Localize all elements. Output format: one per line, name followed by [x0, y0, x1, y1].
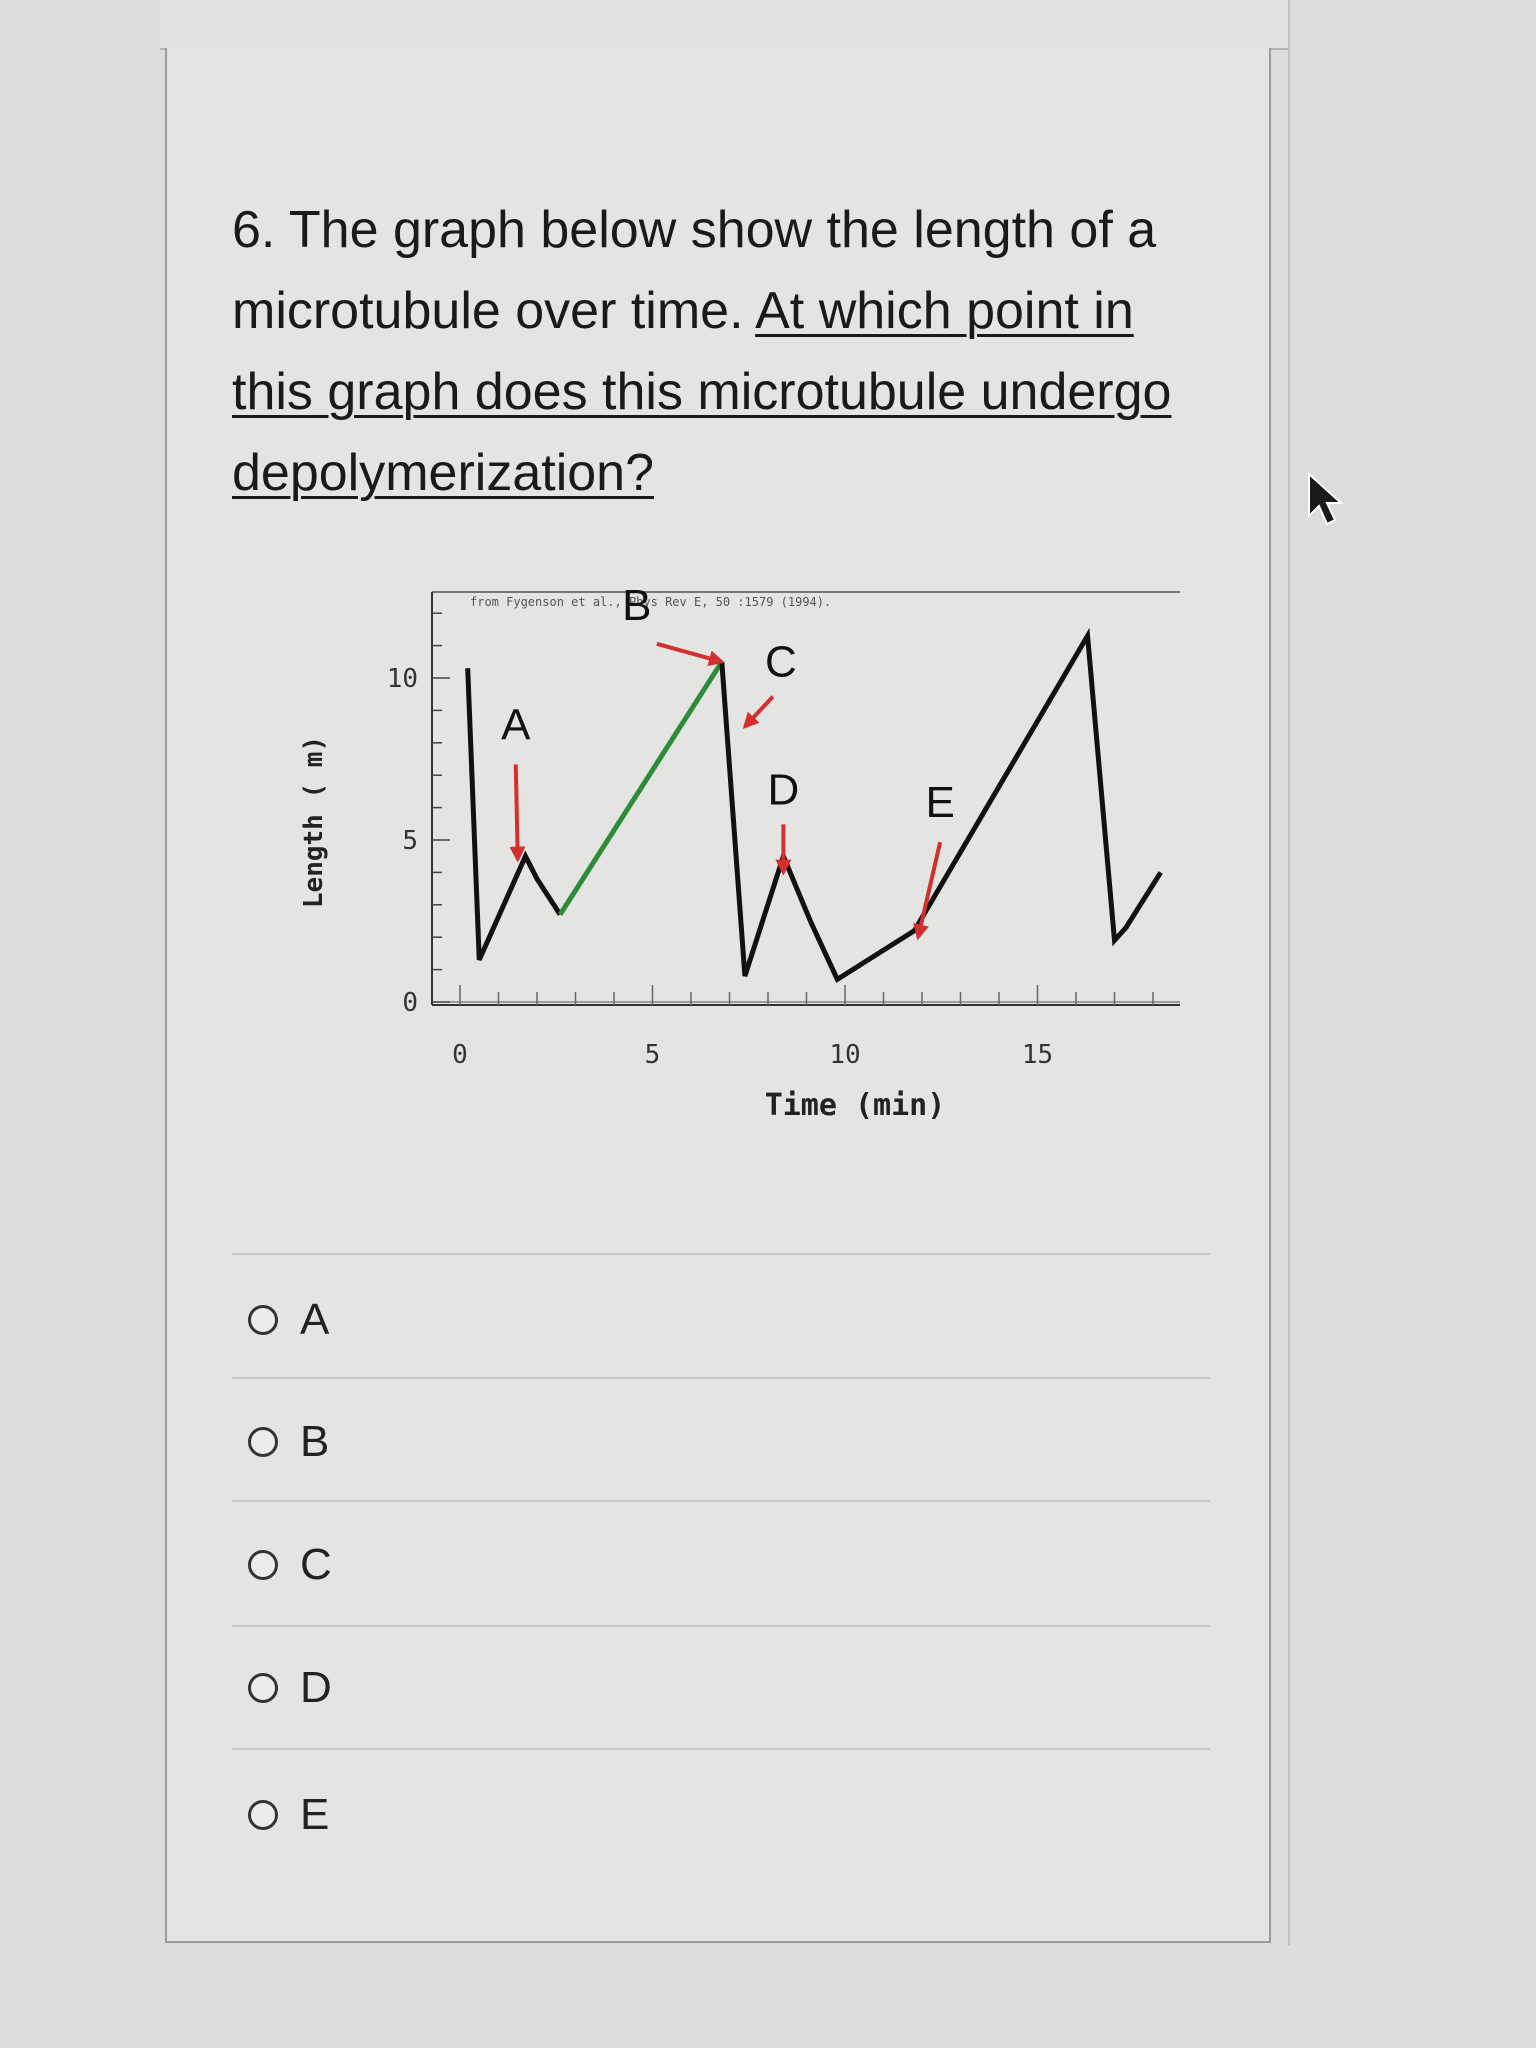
annotation-label: D [767, 765, 800, 815]
options-separator [232, 1377, 1210, 1379]
question-plain: The graph below show the length of a microtubule over time. [232, 201, 1157, 340]
series-group [468, 636, 1161, 979]
option-label: A [300, 1295, 330, 1344]
y-tick-label: 10 [386, 664, 418, 694]
panel-border [1288, 0, 1290, 1945]
annotation-label: A [501, 700, 531, 750]
option-b[interactable] [248, 1412, 329, 1472]
annotation-arrow [516, 764, 518, 859]
option-label: C [300, 1540, 332, 1589]
option-a[interactable] [248, 1290, 329, 1350]
radio-icon[interactable] [248, 1550, 278, 1580]
annotation-label: E [925, 778, 955, 828]
annotation-label: C [765, 637, 797, 687]
question-underlined: At which point in this graph does this microtubule undergo depolymerization? [232, 282, 1172, 502]
series-line-1 [560, 662, 722, 915]
options-separator [232, 1500, 1210, 1502]
radio-icon[interactable] [248, 1800, 278, 1830]
radio-icon[interactable] [248, 1305, 278, 1335]
x-tick-label: 10 [829, 1040, 861, 1070]
options-separator [232, 1625, 1210, 1627]
top-strip [160, 0, 1290, 50]
citation-text: from Fygenson et al., Phys Rev E, 50 :1579 (1994). [470, 595, 832, 609]
mouse-cursor-icon [1305, 470, 1349, 530]
radio-icon[interactable] [248, 1673, 278, 1703]
annotation-arrow [745, 697, 773, 727]
option-label: B [300, 1417, 330, 1466]
options-separator-top [232, 1253, 1210, 1255]
option-label: D [300, 1663, 332, 1712]
option-e[interactable] [248, 1785, 329, 1845]
option-d[interactable] [248, 1658, 332, 1718]
y-tick-label: 5 [402, 826, 418, 856]
question-number: 6. [232, 201, 276, 259]
annotation-label: B [622, 580, 652, 630]
microtubule-length-chart [280, 560, 1200, 1140]
x-axis-label: Time (min) [764, 1088, 946, 1123]
option-c[interactable] [248, 1535, 332, 1595]
y-tick-label: 0 [402, 988, 418, 1018]
x-tick-label: 0 [452, 1040, 468, 1070]
question-text [232, 190, 1192, 514]
y-axis-label: Length ( m) [299, 735, 329, 909]
x-tick-label: 5 [644, 1040, 661, 1070]
options-separator [232, 1748, 1210, 1750]
x-tick-label: 15 [1021, 1040, 1054, 1070]
radio-icon[interactable] [248, 1427, 278, 1457]
annotation-arrow [657, 644, 722, 662]
option-label: E [300, 1790, 330, 1839]
